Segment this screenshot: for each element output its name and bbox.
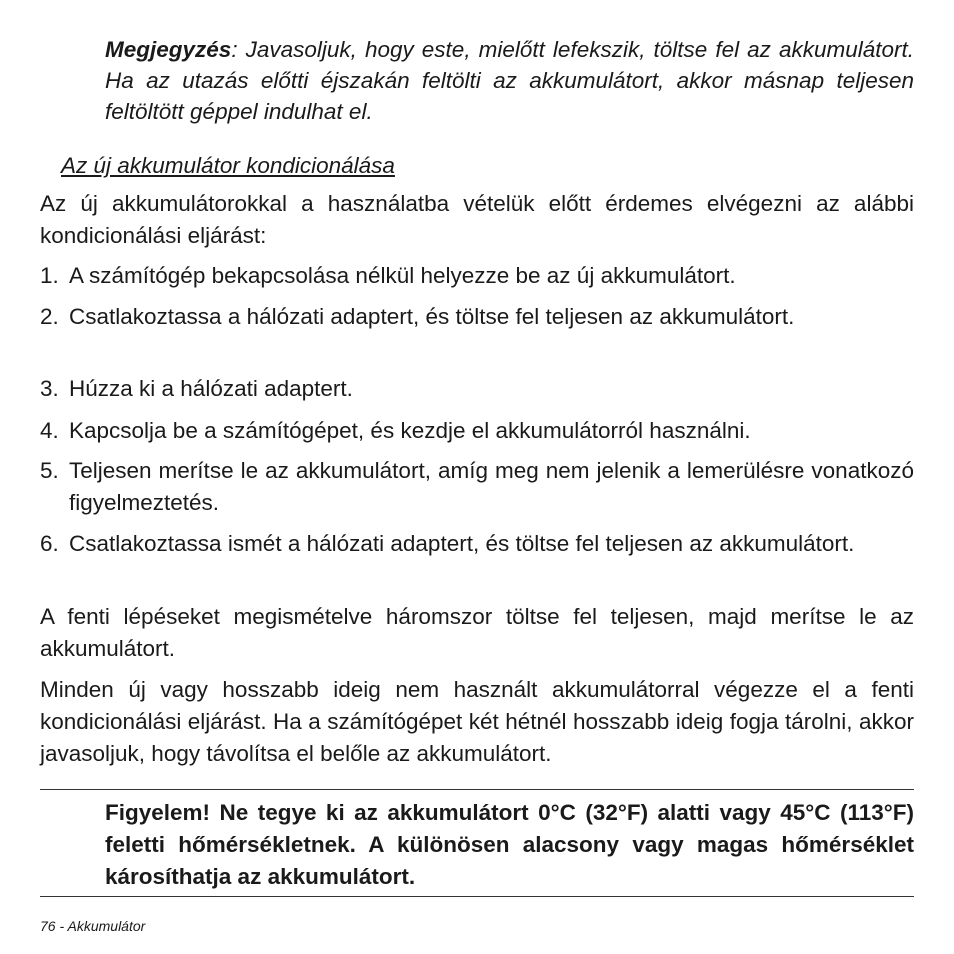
note-lead: Megjegyzés [105,37,232,62]
warning-bottom-divider [40,896,914,897]
list-item [40,373,914,405]
step-text: Húzza ki a hálózati adaptert. [69,376,353,401]
step-number: 1. [40,263,59,288]
list-item [40,415,914,447]
repeat-paragraph: A fenti lépéseket megismételve háromszor töltse fel teljesen, majd merítse le az akkumulátort. [40,604,914,661]
general-paragraph: Minden új vagy hosszabb ideig nem használt akkumulátorral végezze el a fenti kondicionálási eljárást. Ha a számítógépet két hétnél hosszabb ideig fogja tárolni, akkor javasoljuk, hogy távolítsa el belőle az akkumulátort. [40,677,914,766]
note-paragraph [105,34,914,127]
step-number: 5. [40,458,59,483]
list-item [40,301,914,333]
step-number: 3. [40,376,59,401]
step-text: Kapcsolja be a számítógépet, és kezdje el akkumulátorról használni. [69,418,751,443]
page-footer: 76 - Akkumulátor [40,918,146,934]
step-number: 6. [40,531,59,556]
step-text: Csatlakoztassa a hálózati adaptert, és töltse fel teljesen az akkumulátort. [69,304,795,329]
step-text: Teljesen merítse le az akkumulátort, amíg meg nem jelenik a lemerülésre vonatkozó figyelmeztetés. [69,458,914,515]
warning-paragraph: Figyelem! Ne tegye ki az akkumulátort 0°C (32°F) alatti vagy 45°C (113°F) feletti hőmérsékletnek. A különösen alacsony vagy magas hőmérséklet károsíthatja az akkumulátort. [105,800,914,889]
step-number: 2. [40,304,59,329]
list-item [40,528,914,560]
step-text: A számítógép bekapcsolása nélkül helyezze be az új akkumulátort. [69,263,736,288]
list-item [40,260,914,292]
intro-paragraph: Az új akkumulátorokkal a használatba vételük előtt érdemes elvégezni az alábbi kondicionálási eljárást: [40,191,914,248]
list-item [40,455,914,519]
section-title: Az új akkumulátor kondicionálása [61,153,395,178]
step-text: Csatlakoztassa ismét a hálózati adaptert, és töltse fel teljesen az akkumulátort. [69,531,855,556]
note-body: : Javasoljuk, hogy este, mielőtt lefekszik, töltse fel az akkumulátort. Ha az utazás előtti éjszakán feltölti az akkumulátort, akkor másnap teljesen feltöltött géppel indulhat el. [105,37,914,124]
step-number: 4. [40,418,59,443]
warning-top-divider [40,789,914,790]
